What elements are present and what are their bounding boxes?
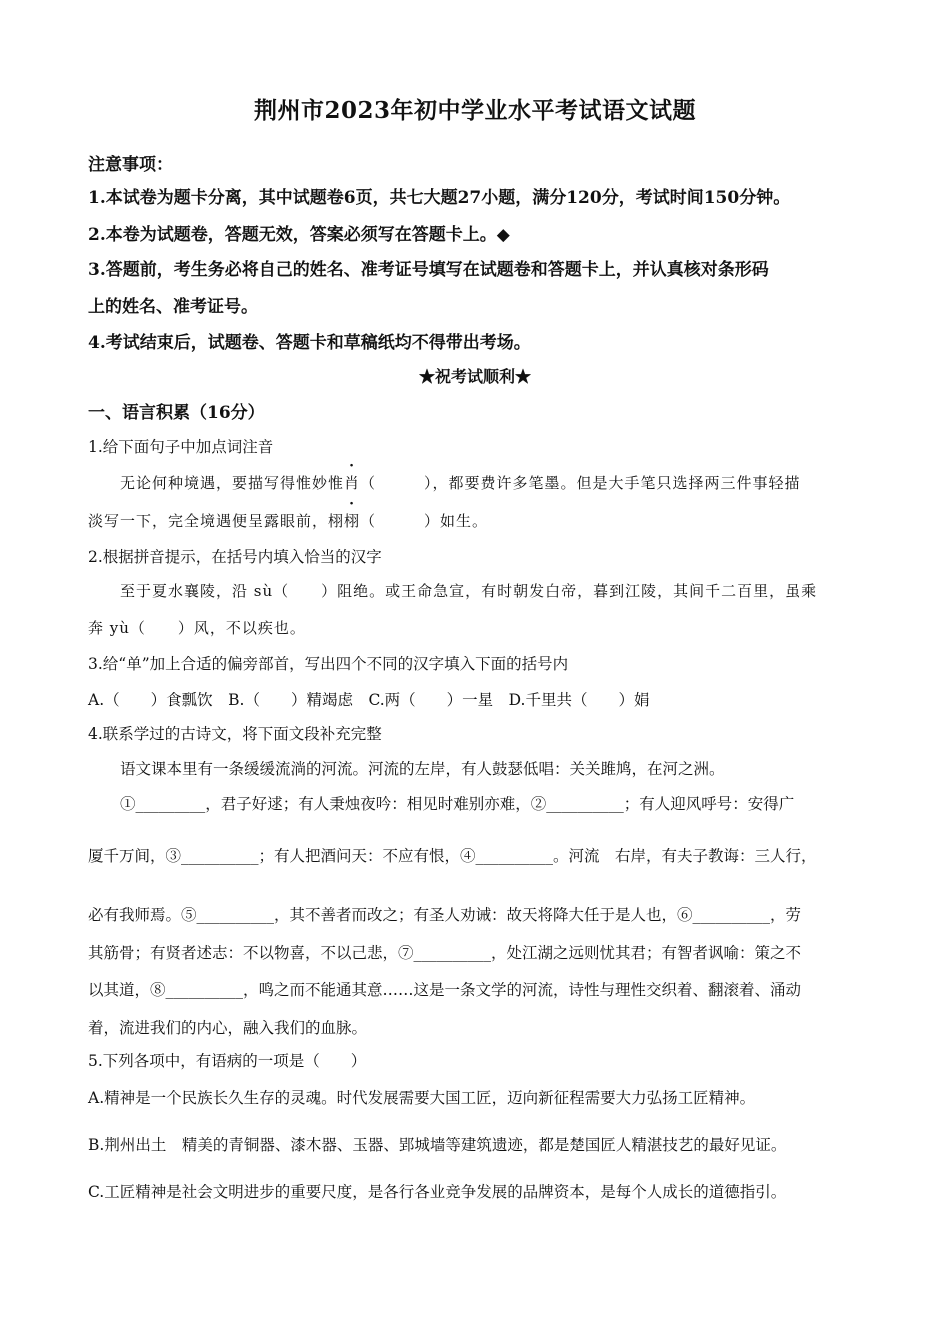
q5-option-a: A.精神是一个民族长久生存的灵魂。时代发展需要大国工匠，迈向新征程需要大力弘扬工匠精神。	[88, 1089, 756, 1107]
document-title: 荆州市2023年初中学业水平考试语文试题	[253, 97, 696, 124]
q1-text: （ ），都要费许多笔墨。但是大手笔只选择两三件事轻描	[360, 474, 801, 492]
q1-text: 无论何种境遇，要描写得惟妙惟	[120, 474, 345, 492]
q1-passage-line-2	[88, 510, 488, 531]
q1-passage-line-1	[120, 472, 801, 493]
notice-item-3: 3.答题前，考生务必将自己的姓名、准考证号填写在试题卷和答题卡上，并认真核对条形码	[88, 260, 769, 280]
q4-prompt: 4.联系学过的古诗文，将下面文段补充完整	[88, 725, 382, 743]
q4-passage-line: 着，流进我们的内心，融入我们的血脉。	[88, 1019, 368, 1037]
notice-item-3-cont: 上的姓名、准考证号。	[88, 297, 258, 317]
notice-item-1: 1.本试卷为题卡分离，其中试题卷6页，共七大题27小题，满分120分，考试时间150分钟。	[88, 188, 791, 208]
q5-prompt: 5.下列各项中，有语病的一项是（ ）	[88, 1052, 367, 1070]
dotted-char: 肖	[344, 474, 361, 492]
q4-passage-line: 厦千万间，③__________；有人把酒问天：不应有恨，④__________。河流 右岸，有夫子教诲：三人行，	[88, 847, 817, 865]
dotted-char: 栩	[344, 512, 361, 530]
q2-passage-line-2: 奔 yù（ ）风，不以疾也。	[88, 619, 306, 637]
q3-prompt: 3.给“单”加上合适的偏旁部首，写出四个不同的汉字填入下面的括号内	[88, 655, 569, 673]
q3-options: A.（ ）食瓢饮 B.（ ）精竭虑 C.两（ ）一星 D.千里共（ ）娟	[88, 691, 650, 709]
q4-passage-line: 以其道，⑧__________，鸣之而不能通其意……这是一条文学的河流，诗性与理性交织着、翻滚着、涌动	[88, 981, 802, 999]
q2-prompt: 2.根据拼音提示，在括号内填入恰当的汉字	[88, 548, 382, 566]
q1-text: 淡写一下，完全境遇便呈露眼前，栩	[88, 512, 345, 530]
q4-passage-line: 必有我师焉。⑤__________，其不善者而改之；有圣人劝诫：故天将降大任于是人也，⑥__________，劳	[88, 906, 802, 924]
q5-option-c: C.工匠精神是社会文明进步的重要尺度，是各行各业竞争发展的品牌资本，是每个人成长的道德指引。	[88, 1183, 787, 1201]
section-1-heading: 一、语言积累（16分）	[88, 403, 265, 423]
q4-passage-line: 其筋骨；有贤者述志：不以物喜，不以己悲，⑦__________，处江湖之远则忧其君；有智者讽喻：策之不	[88, 944, 802, 962]
notice-item-4: 4.考试结束后，试题卷、答题卡和草稿纸均不得带出考场。	[88, 333, 531, 353]
q1-text: （ ）如生。	[360, 512, 489, 530]
q2-passage-line-1: 至于夏水襄陵，沿 sù（ ）阻绝。或王命急宣，有时朝发白帝，暮到江陵，其间千二百里，虽乘	[120, 582, 818, 600]
q4-passage-line: ①_________，君子好逑；有人秉烛夜吟：相见时难别亦难，②__________；有人迎风呼号：安得广	[120, 795, 795, 813]
q4-passage-line: 语文课本里有一条缓缓流淌的河流。河流的左岸，有人鼓瑟低唱：关关雎鸠，在河之洲。	[120, 760, 725, 778]
notice-heading: 注意事项：	[88, 155, 173, 175]
exam-wish: ★祝考试顺利★	[418, 367, 531, 386]
q1-prompt: 1.给下面句子中加点词注音	[88, 438, 274, 456]
q5-option-b: B.荆州出土 精美的青铜器、漆木器、玉器、郢城墙等建筑遗迹，都是楚国匠人精湛技艺的最好见证。	[88, 1136, 787, 1154]
notice-item-2: 2.本卷为试题卷，答题无效，答案必须写在答题卡上。◆	[88, 225, 510, 245]
